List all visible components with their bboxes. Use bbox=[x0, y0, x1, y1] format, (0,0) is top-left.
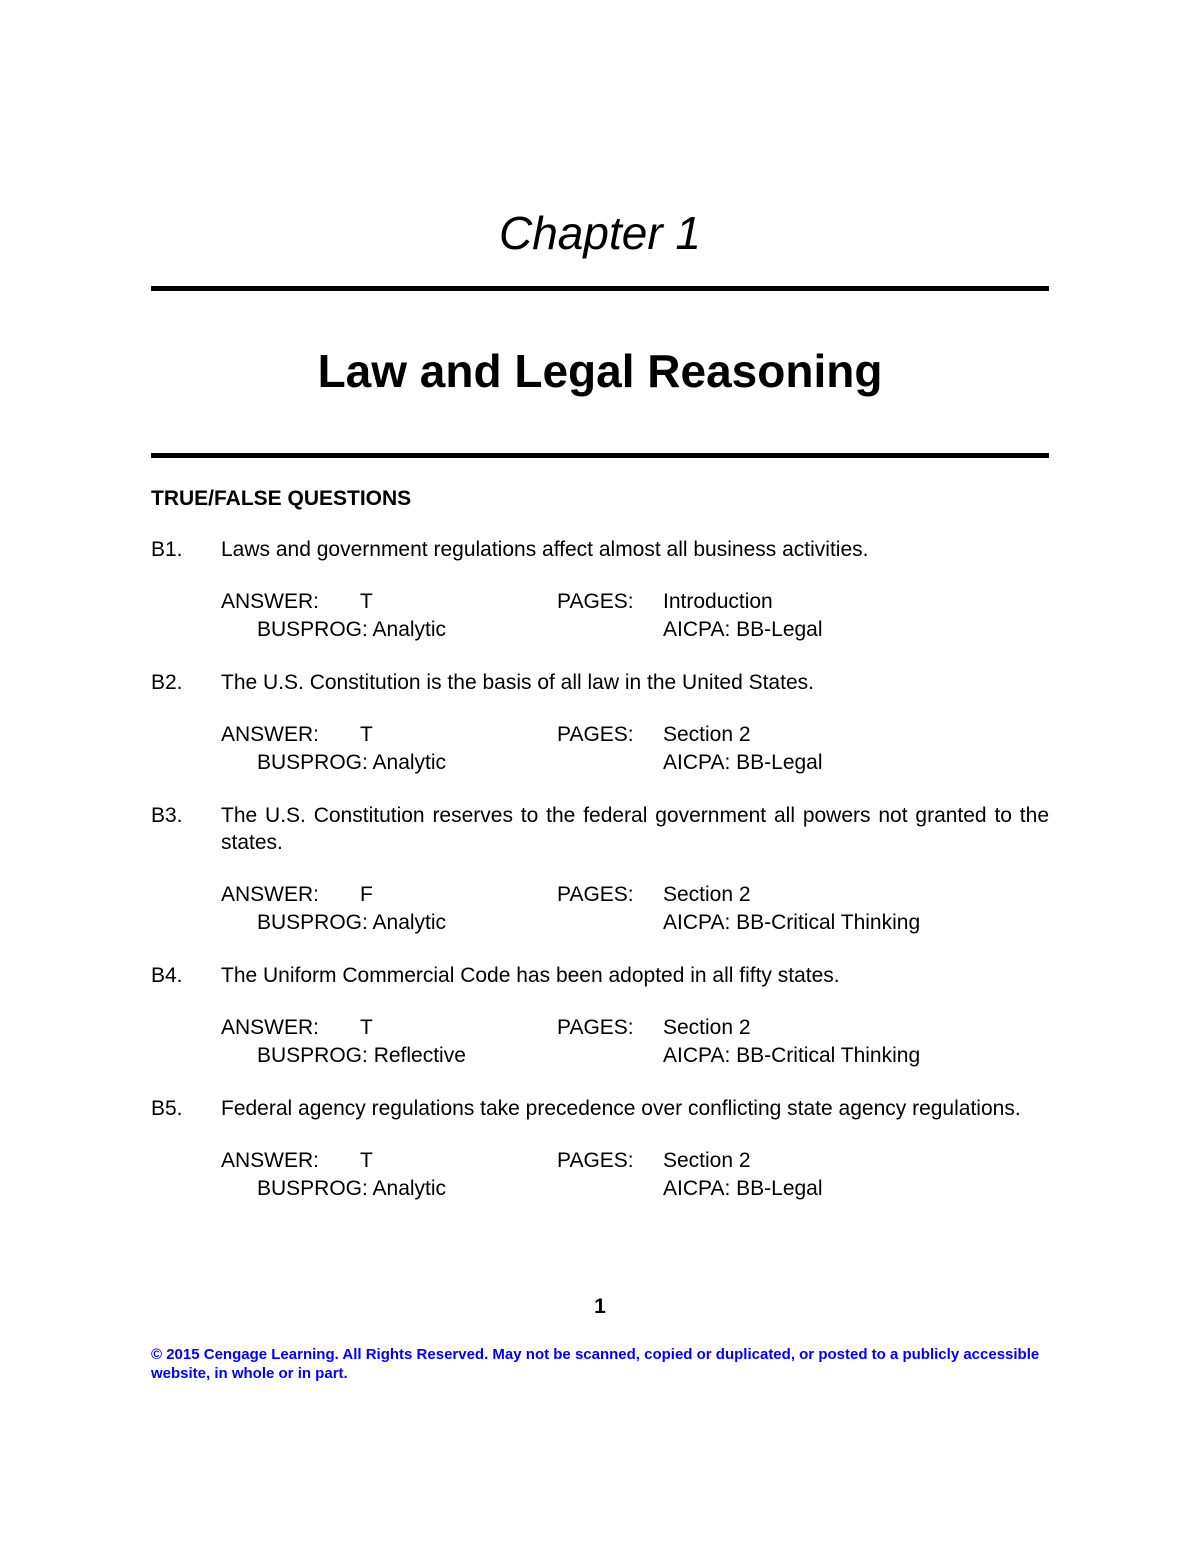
aicpa-tag: AICPA: BB-Legal bbox=[663, 751, 823, 774]
busprog-tag: BUSPROG: Analytic bbox=[257, 1177, 447, 1200]
bottom-rule bbox=[151, 453, 1049, 458]
answer-value: F bbox=[360, 883, 373, 906]
question-item bbox=[151, 1095, 1049, 1203]
question-meta bbox=[221, 588, 1049, 644]
aicpa-tag: AICPA: BB-Legal bbox=[663, 618, 823, 641]
pages-value: Section 2 bbox=[663, 1016, 751, 1039]
copyright-notice: © 2015 Cengage Learning. All Rights Reserved. May not be scanned, copied or duplicated, or posted to a publicly accessible website, in whole or in part. bbox=[151, 1346, 1040, 1382]
pages-label: PAGES: bbox=[557, 590, 634, 613]
top-rule bbox=[151, 286, 1049, 291]
question-meta bbox=[221, 881, 1049, 937]
answer-label: ANSWER: bbox=[221, 1149, 320, 1172]
busprog-tag: BUSPROG: Analytic bbox=[257, 751, 447, 774]
pages-label: PAGES: bbox=[557, 723, 634, 746]
answer-label: ANSWER: bbox=[221, 590, 320, 613]
busprog-tag: BUSPROG: Analytic bbox=[257, 911, 447, 934]
question-number: B5. bbox=[151, 1097, 183, 1120]
aicpa-tag: AICPA: BB-Critical Thinking bbox=[663, 911, 921, 934]
question-text: The U.S. Constitution reserves to the federal government all powers not granted to the states. bbox=[221, 804, 1049, 854]
aicpa-tag: AICPA: BB-Critical Thinking bbox=[663, 1044, 921, 1067]
answer-value: T bbox=[360, 723, 373, 746]
question-text: The U.S. Constitution is the basis of all law in the United States. bbox=[221, 671, 814, 694]
question-number: B4. bbox=[151, 964, 183, 987]
pages-value: Section 2 bbox=[663, 723, 751, 746]
question-item bbox=[151, 536, 1049, 644]
pages-label: PAGES: bbox=[557, 1149, 634, 1172]
answer-value: T bbox=[360, 590, 373, 613]
pages-label: PAGES: bbox=[557, 1016, 634, 1039]
question-item bbox=[151, 669, 1049, 777]
question-meta bbox=[221, 1014, 1049, 1070]
answer-value: T bbox=[360, 1016, 373, 1039]
question-number: B1. bbox=[151, 538, 183, 561]
chapter-label: Chapter 1 bbox=[498, 207, 701, 259]
aicpa-tag: AICPA: BB-Legal bbox=[663, 1177, 823, 1200]
question-item bbox=[151, 802, 1049, 937]
pages-value: Section 2 bbox=[663, 1149, 751, 1172]
page-number: 1 bbox=[594, 1295, 606, 1318]
answer-value: T bbox=[360, 1149, 373, 1172]
pages-value: Introduction bbox=[663, 590, 773, 613]
question-text: The Uniform Commercial Code has been adopted in all fifty states. bbox=[221, 964, 840, 987]
question-text: Laws and government regulations affect almost all business activities. bbox=[221, 538, 869, 561]
busprog-tag: BUSPROG: Reflective bbox=[257, 1044, 466, 1067]
answer-label: ANSWER: bbox=[221, 883, 320, 906]
question-item bbox=[151, 962, 1049, 1070]
answer-label: ANSWER: bbox=[221, 1016, 320, 1039]
busprog-tag: BUSPROG: Analytic bbox=[257, 618, 447, 641]
question-meta bbox=[221, 1147, 1049, 1203]
question-list bbox=[151, 536, 1049, 1228]
question-meta bbox=[221, 721, 1049, 777]
section-heading: TRUE/FALSE QUESTIONS bbox=[151, 487, 412, 510]
chapter-title: Law and Legal Reasoning bbox=[317, 345, 883, 397]
pages-label: PAGES: bbox=[557, 883, 634, 906]
question-text: Federal agency regulations take precedence over conflicting state agency regulations. bbox=[221, 1097, 1021, 1120]
answer-label: ANSWER: bbox=[221, 723, 320, 746]
question-number: B2. bbox=[151, 671, 183, 694]
question-number: B3. bbox=[151, 804, 183, 827]
pages-value: Section 2 bbox=[663, 883, 751, 906]
